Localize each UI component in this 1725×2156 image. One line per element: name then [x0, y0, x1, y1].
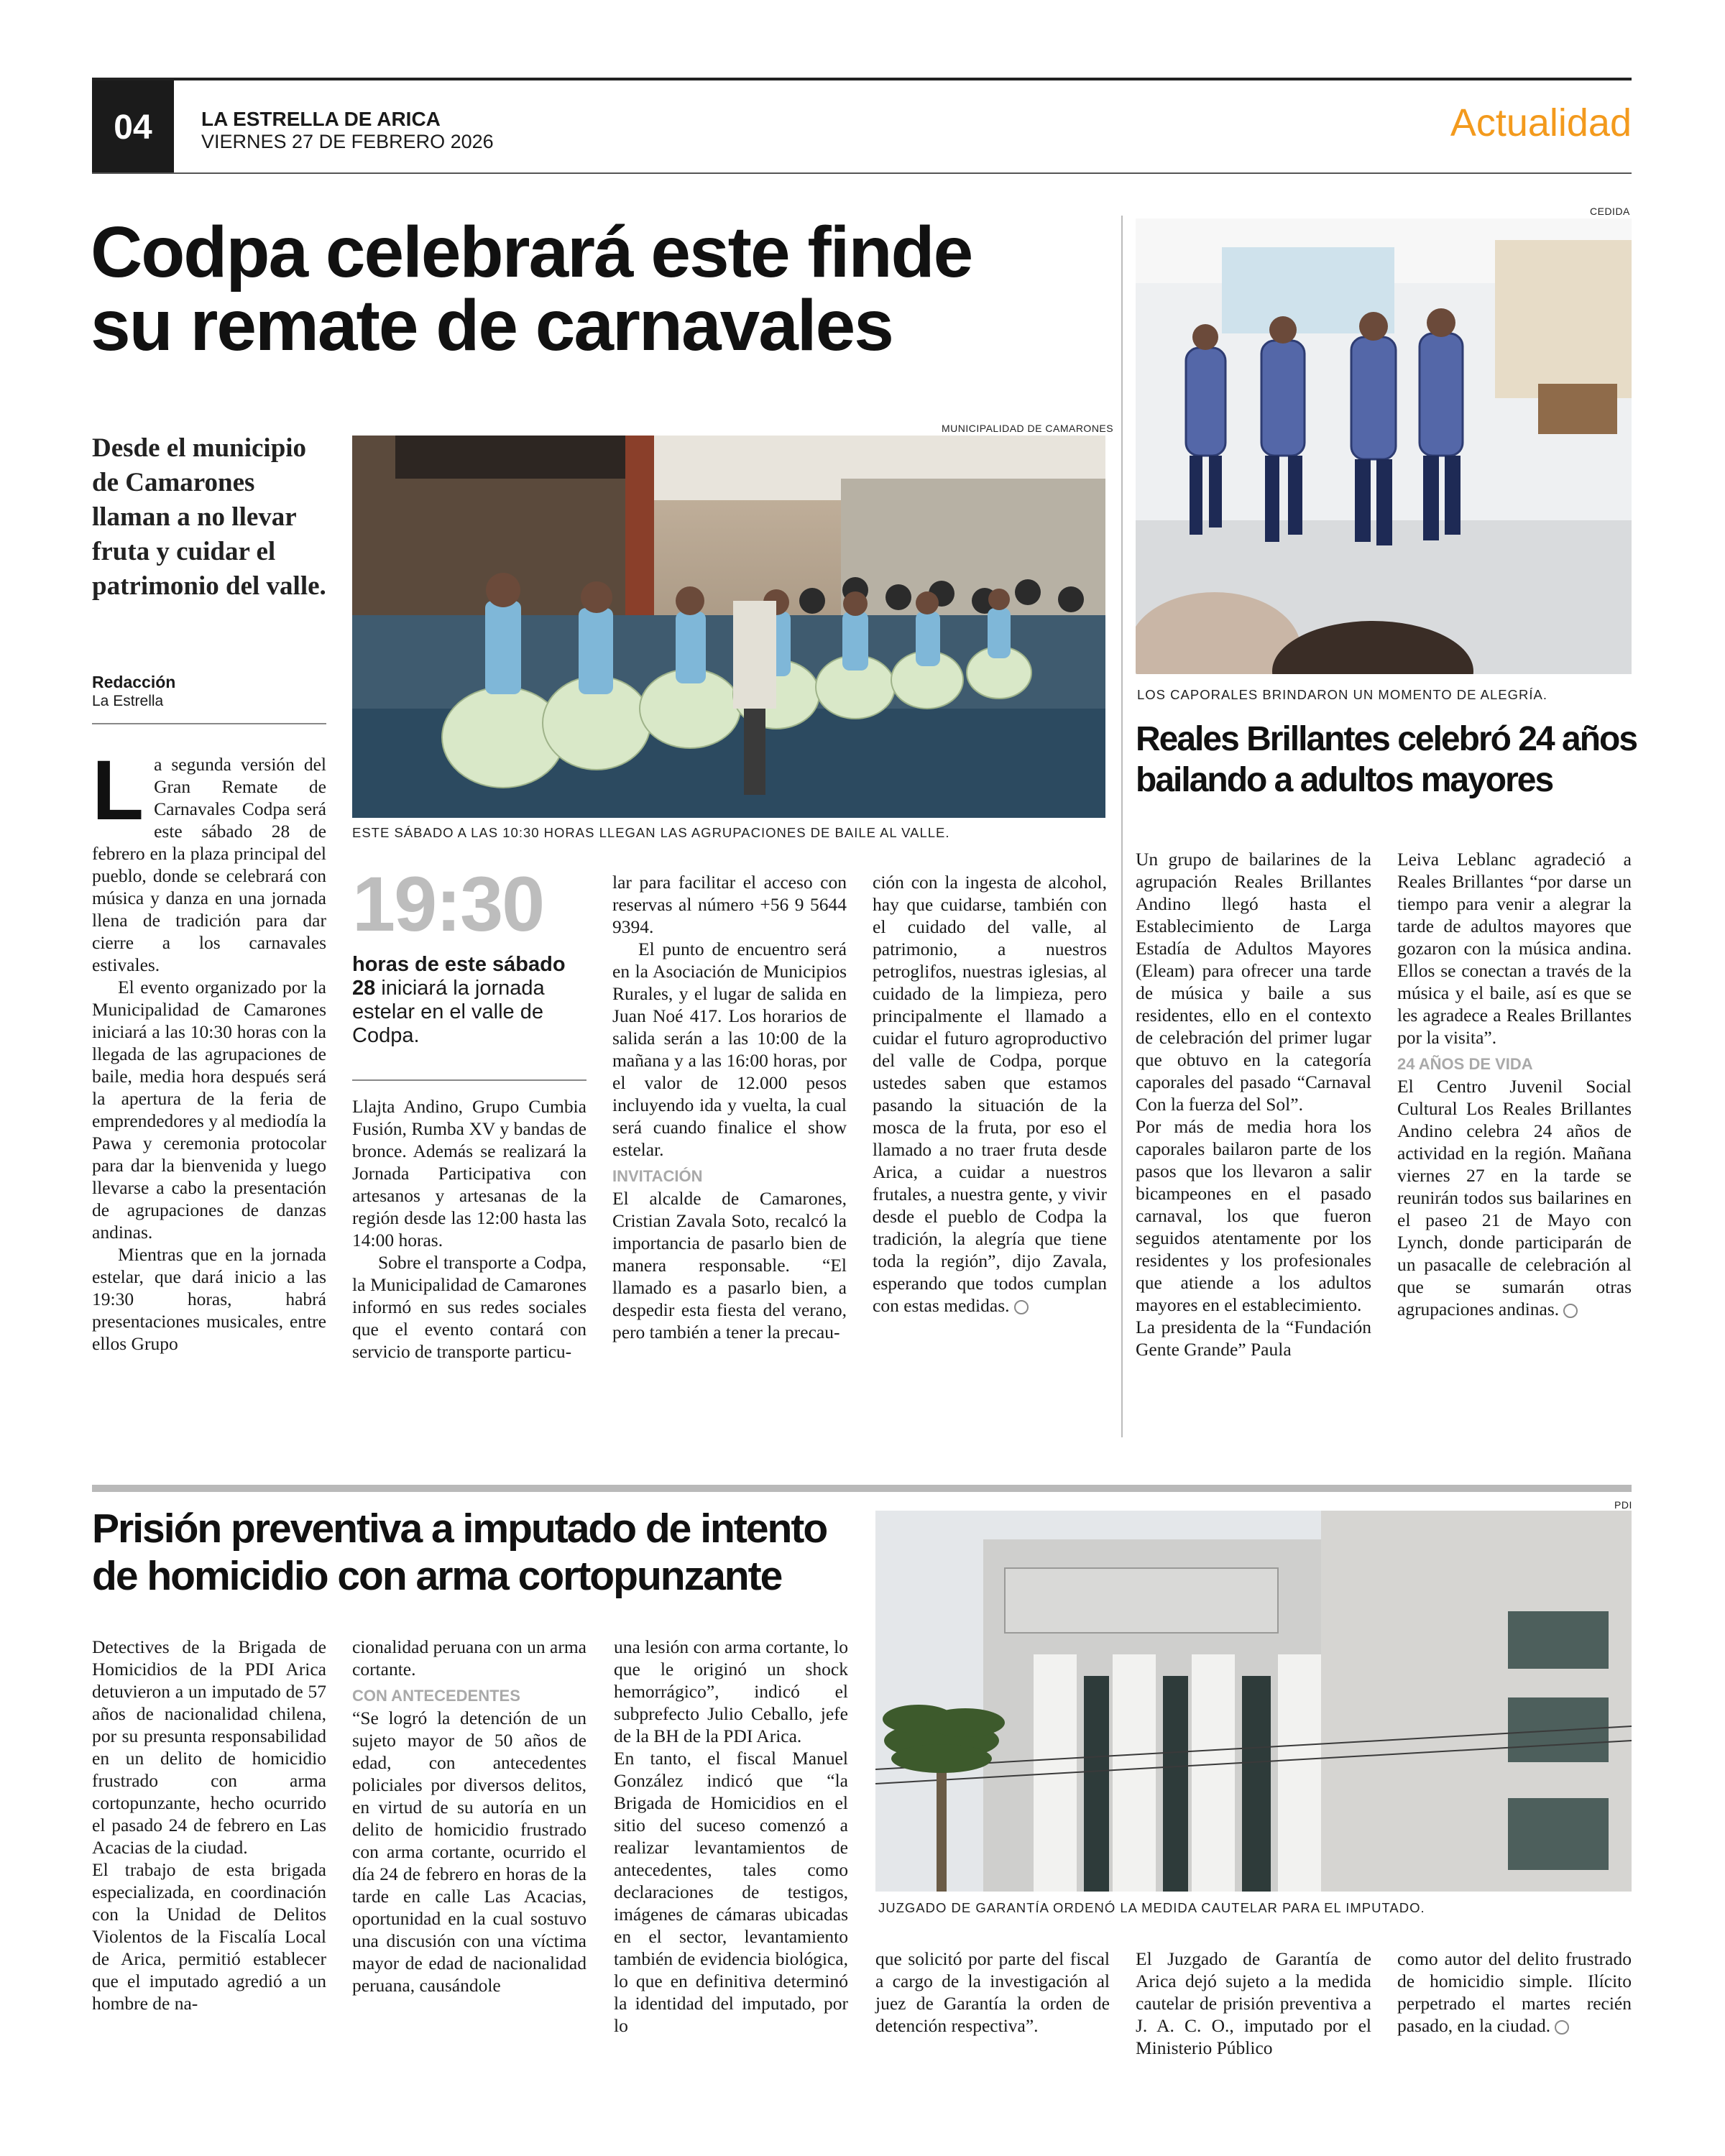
- pull-text: iniciará la jornada estelar en el valle de Codpa.: [352, 977, 545, 1047]
- bottom-paragraph-8: El Juzgado de Garantía de Arica dejó sujeto a la medida cautelar de prisión preventiva a J. A. C. O., imputado por el Ministerio Público: [1136, 1948, 1371, 2058]
- main-photo-caption: ESTE SÁBADO A LAS 10:30 HORAS LLEGAN LAS AGRUPACIONES DE BAILE AL VALLE.: [352, 825, 950, 840]
- main-column-1: [92, 743, 326, 1355]
- byline-outlet: La Estrella: [92, 693, 164, 709]
- side-headline: [1136, 719, 1639, 801]
- issue-date: VIERNES 27 DE FEBRERO 2026: [201, 131, 494, 152]
- main-deck: Desde el municipio de Camarones llaman a no llevar fruta y cuidar el patrimonio del valle.: [92, 433, 326, 601]
- main-photo: [352, 436, 1105, 818]
- main-paragraph-5: Sobre el transporte a Codpa, la Municipalidad de Camarones informó en sus redes sociales que el evento contará con servicio de transporte particu-: [352, 1252, 586, 1362]
- newspaper-name: LA ESTRELLA DE ARICA: [201, 108, 441, 130]
- bottom-paragraph-3: cionalidad peruana con un arma cortante.: [352, 1636, 586, 1680]
- bottom-photo-caption: JUZGADO DE GARANTÍA ORDENÓ LA MEDIDA CAUTELAR PARA EL IMPUTADO.: [878, 1900, 1425, 1915]
- top-rule: [92, 78, 1632, 80]
- bottom-paragraph-1: Detectives de la Brigada de Homicidios de la PDI Arica detuvieron a un imputado de 57 años de nacionalidad chilena, por su presunta responsabilidad en un delito de homicidio frustrado con arma cortopunzante, hecho ocurrido el pasado 24 de febrero en Las Acacias de la ciudad.: [92, 1636, 326, 1858]
- main-paragraph-2: El evento organizado por la Municipalidad de Camarones iniciará a las 10:30 horas con la llegada de las agrupaciones de baile, media hora después será la apertura de la feria de emprendedores y al mediodía la Pawa y ceremonia protocolar para dar la bienvenida y luego llevarse a cabo la presentación de agrupaciones de danzas andinas.: [92, 977, 326, 1243]
- page-number: 04: [92, 80, 174, 174]
- header-rule: [92, 172, 1632, 174]
- bottom-paragraph-4: “Se logró la detención de un sujeto mayor de 50 años de edad, con antecedentes policiales por diversos delitos, en virtud de su autoría en un delito de homicidio frustrado con arma cortante, ocurrido el día 24 de febrero en horas de la tarde en calle Las Acacias, oportunidad en la cual sostuvo una discusión con una víctima mayor de edad de nacionalidad peruana, causándole: [352, 1708, 586, 1996]
- section-title: Actualidad: [1450, 101, 1632, 144]
- bottom-column-6: [1397, 1948, 1632, 2037]
- column-divider: [1121, 216, 1123, 1437]
- side-headline-line2: bailando a adultos mayores: [1136, 761, 1553, 799]
- bottom-photo-credit: PDI: [1614, 1499, 1632, 1511]
- pull-bold: horas de este sábado 28: [352, 953, 566, 1000]
- main-paragraph-7: El punto de encuentro será en la Asociación de Municipios Rurales, y el lugar de salida en Juan Noé 417. Los horarios de salida serán a las 10:00 de la mañana y a las 16:00 horas, por el valor de 12.000 pesos incluyendo ida y vuelta, la cual será cuando finalice el show estelar.: [612, 939, 847, 1160]
- main-photo-credit: MUNICIPALIDAD DE CAMARONES: [942, 423, 1114, 434]
- bottom-headline-line2: de homicidio con arma cortopunzante: [92, 1553, 782, 1599]
- side-column-1: [1136, 848, 1371, 1360]
- main-column-4: [873, 871, 1107, 1317]
- main-headline: [91, 212, 972, 366]
- bottom-subhead: CON ANTECEDENTES: [352, 1687, 520, 1705]
- bottom-column-3: [614, 1636, 848, 2037]
- caporales-dancers-image: [1136, 218, 1632, 674]
- side-headline-line1: Reales Brillantes celebró 24 años: [1136, 720, 1637, 758]
- side-column-2: [1397, 848, 1632, 1320]
- bottom-paragraph-7: que solicitó por parte del fiscal a cargo de la investigación al juez de Garantía la orden de detención respectiva”.: [875, 1948, 1110, 2036]
- main-column-3: [612, 871, 847, 1343]
- main-paragraph-3: Mientras que en la jornada estelar, que dará inicio a las 19:30 horas, habrá presentaciones musicales, entre ellos Grupo: [92, 1244, 326, 1354]
- bottom-column-1: [92, 1636, 326, 2014]
- main-paragraph-9: ción con la ingesta de alcohol, hay que cuidarse, también con el cuidado del valle, al patrimonio, a nuestros petroglifos, nuestras iglesias, al cuidado de la limpieza, pero principalmente el llamado a cuidar el futuro agroproductivo del valle de Codpa, porque ustedes saben que estamos pasando la situación de la mosca de la fruta, por eso el llamado a no traer fruta desde Arica, a cuidar a nuestros frutales, a nuestra gente, y vivir desde el pueblo de Codpa la tradición, la alegría que tiene toda la región”, dijo Zavala, esperando que todos cumplan con estas medidas.: [873, 872, 1107, 1316]
- main-paragraph-4: Llajta Andino, Grupo Cumbia Fusión, Rumba XV y bandas de bronce. Además se realizará la Jornada Participativa con artesanos y artesanas de la región desde las 12:00 hasta las 14:00 horas.: [352, 1096, 586, 1250]
- side-subhead: 24 AÑOS DE VIDA: [1397, 1055, 1533, 1073]
- main-headline-line1: Codpa celebrará este finde: [91, 212, 972, 292]
- end-mark-icon: [1555, 2020, 1569, 2035]
- byline-rule: [92, 723, 326, 724]
- bottom-column-5: [1136, 1948, 1371, 2059]
- bottom-paragraph-9: como autor del delito frustrado de homicidio simple. Ilícito perpetrado el martes recién pasado, en la ciudad.: [1397, 1948, 1632, 2036]
- bottom-column-2: [352, 1636, 586, 1996]
- main-paragraph-1: a segunda versión del Gran Remate de Carnavales Codpa será este sábado 28 de febrero en la plaza principal del pueblo, donde se celebrará con música y danza en una jornada llena de tradición para dar cierre a los carnavales estivales.: [92, 754, 326, 975]
- story-separator: [92, 1485, 1632, 1492]
- main-subhead: INVITACIÓN: [612, 1167, 703, 1185]
- pull-quote: [352, 862, 586, 1048]
- side-photo: [1136, 218, 1632, 674]
- bottom-paragraph-6: En tanto, el fiscal Manuel González indicó que “la Brigada de Homicidios en el sitio del suceso comenzó a realizar levantamientos de antecedentes, tales como declaraciones de testigos, imágenes de cámaras ubicadas en el sector, levantamiento también de evidencia biológica, lo que en definitiva determinó la identidad del imputado, por lo: [614, 1748, 848, 2036]
- byline-name: Redacción: [92, 673, 176, 691]
- courthouse-image: [875, 1511, 1632, 1892]
- side-paragraph-3: La presidenta de la “Fundación Gente Grande” Paula: [1136, 1317, 1371, 1360]
- main-headline-line2: su remate de carnavales: [91, 285, 893, 366]
- side-photo-credit: CEDIDA: [1590, 206, 1630, 217]
- carnival-dancers-image: [352, 436, 1105, 818]
- bottom-photo: [875, 1511, 1632, 1892]
- main-paragraph-8: El alcalde de Camarones, Cristian Zavala Soto, recalcó la importancia de pasarlo bien de manera responsable. “El llamado es a pasarlo bien, a despedir esta fiesta del verano, pero también a tener la precau-: [612, 1188, 847, 1342]
- side-photo-caption: LOS CAPORALES BRINDARON UN MOMENTO DE ALEGRÍA.: [1137, 687, 1547, 702]
- bottom-paragraph-2: El trabajo de esta brigada especializada, en coordinación con la Unidad de Delitos Violentos de la Fiscalía Local de Arica, permitió establecer que el imputado agredió a un hombre de na-: [92, 1859, 326, 2014]
- pull-rule: [352, 1079, 586, 1081]
- bottom-headline-line1: Prisión preventiva a imputado de intento: [92, 1506, 827, 1552]
- main-paragraph-6: lar para facilitar el acceso con reservas al número +56 9 5644 9394.: [612, 872, 847, 937]
- side-paragraph-2: Por más de media hora los caporales bailaron parte de los pasos que los llevaron a salir bicampeones en el pasado carnaval, los que fueron seguidos atentamente por los residentes y los profesionales que atiende a los adultos mayores en el establecimiento.: [1136, 1116, 1371, 1315]
- side-paragraph-5: El Centro Juvenil Social Cultural Los Reales Brillantes Andino celebra 24 años de actividad en la región. Mañana viernes 27 en la tarde se reunirán todos sus bailarines en el paseo 21 de Mayo con Lynch, donde participarán de un pasacalle de celebración al que se sumarán otras agrupaciones andinas.: [1397, 1076, 1632, 1319]
- drop-cap: L: [92, 743, 144, 838]
- end-mark-icon: [1014, 1300, 1029, 1314]
- pull-number: 19:30: [352, 860, 544, 947]
- bottom-headline: [92, 1505, 827, 1600]
- main-column-2: [352, 1095, 586, 1363]
- side-paragraph-1: Un grupo de bailarines de la agrupación Reales Brillantes Andino llegó hasta el Establecimiento de Larga Estadía de Adultos Mayores (Eleam) para ofrecer una tarde de música y baile a sus residentes, ello en el contexto de celebración del primer lugar que obtuvo en la categoría caporales del pasado “Carnaval Con la fuerza del Sol”.: [1136, 849, 1371, 1115]
- bottom-column-4: [875, 1948, 1110, 2037]
- side-paragraph-4: Leiva Leblanc agradeció a Reales Brillantes “por darse un tiempo para venir a alegrar la tarde de adultos mayores que gozaron con la música andina. Ellos se conectan a través de la música y el baile, así es que se les agradece a Reales Brillantes por la visita”.: [1397, 849, 1632, 1048]
- bottom-paragraph-5: una lesión con arma cortante, lo que le originó un shock hemorrágico”, indicó el subprefecto Julio Ceballo, jefe de la BH de la PDI Arica.: [614, 1636, 848, 1746]
- end-mark-icon: [1563, 1304, 1578, 1318]
